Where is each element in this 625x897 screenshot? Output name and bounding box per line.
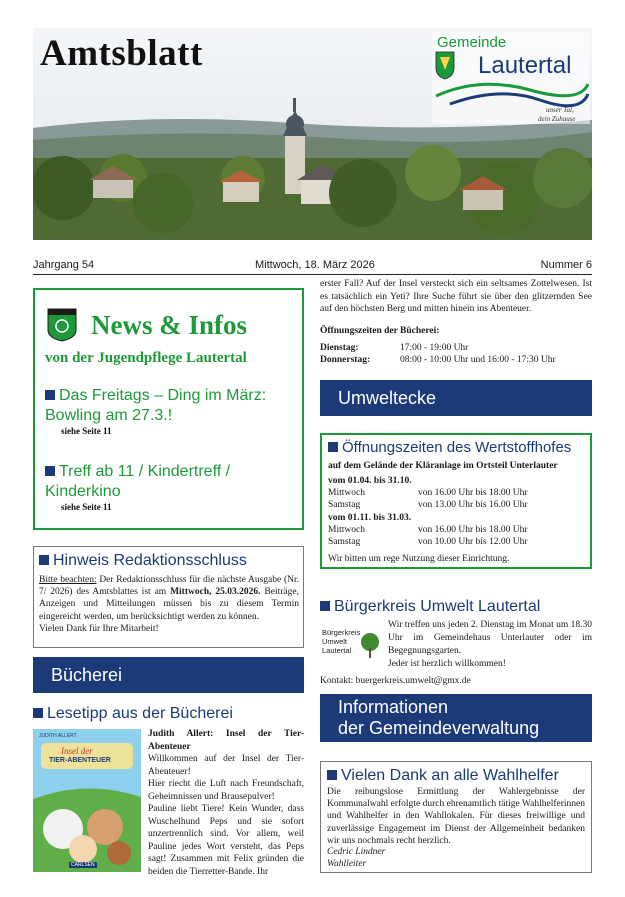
waste-time: von 16.00 Uhr bis 18.00 Uhr [418,488,528,499]
library-hours-row [320,342,592,354]
thanks-heading: Vielen Dank an alle Wahlhelfer [341,767,559,784]
book-description-continued: erster Fall? Auf der Insel versteckt sich ein seltsames Zottelwesen. Ist es tatsächlich ein Yeti? Ihre Suche führt sie über den glitzernden See auf den höchsten Berg und mitten hinein ins Abenteuer. [320,279,592,315]
waste-hours-box [320,433,592,569]
deadline-heading: Hinweis Redaktionsschluss [53,552,247,569]
issue-date: Mittwoch, 18. März 2026 [255,259,375,271]
news-item-2-line1: Treff ab 11 / Kindertreff / [59,463,231,480]
deadline-body-1: Der Redaktionsschluss für die nächste Ausgabe (Nr. 7/ 2026) des Amtsblattes ist am [39,575,299,598]
library-hours-day: Dienstag: [320,343,359,353]
deadline-thanks: Vielen Dank für Ihre Mitarbeit! [39,623,159,634]
waste-day: Mittwoch [328,524,365,535]
waste-day: Samstag [328,537,361,548]
bullet-square-icon [39,555,49,565]
library-hours-table [320,342,592,366]
waste-day: Mittwoch [328,488,365,499]
news-item-2 [45,462,297,502]
deadline-box [33,546,304,648]
book-cover-image [33,729,141,872]
cover-title-2: TIER-ABENTEUER [49,757,111,764]
waste-time: von 16.00 Uhr bis 18.00 Uhr [418,524,528,535]
news-infos-box [33,288,304,530]
waste-location: auf dem Gelände der Kläranlage im Ortsteil Unterlauter [328,461,558,471]
library-hours-row [320,354,592,366]
signature-name: Cedric Lindner [327,847,386,857]
waste-row [328,524,586,536]
deadline-heading-row [39,551,247,571]
waste-note: Wir bitten um rege Nutzung dieser Einrichtung. [328,554,510,564]
thanks-heading-row [327,766,559,786]
book-author-title: Judith Allert: Insel der Tier-Abenteuer [148,729,304,752]
cover-publisher: CARLSEN [71,862,95,868]
circle-heading-row [320,597,540,617]
circle-contact: Kontakt: buergerkreis.umwelt@gmx.de [320,676,471,686]
cover-title-1: Insel der [61,746,93,756]
waste-row [328,499,586,511]
circle-logo-text [322,628,360,655]
circle-logo [322,628,380,662]
circle-logo-line-1: Bürgerkreis [322,628,361,637]
bullet-square-icon [33,708,43,718]
news-item-1-line1: Das Freitags – Ding im März: [59,387,267,404]
book-paragraph-2: Hier riecht die Luft nach Freundschaft, Geheimnissen und Brausepulver! [148,779,304,802]
bullet-square-icon [320,601,330,611]
logo-name: Lautertal [478,52,572,79]
waste-day: Samstag [328,500,361,511]
thanks-body: Die reibungslose Ermittlung der Wahlergebnisse der Kommunalwahl erfolgte durch ehrenamtlich tätige Wahlhelferinnen und Wahlhelfer in den Wahllokalen. Für dieses freiwillige und zuverlässige Engagement im Dienst der Allgemeinheit bedanken wir uns nochmals recht herzlich. [327,787,585,846]
masthead-title: Amtsblatt [40,33,203,74]
news-item-2-line2: Kinderkino [45,483,121,500]
book-description [148,728,304,878]
administration-band [320,694,592,742]
waste-period-range: vom 01.11. bis 31.03. [328,512,412,523]
environment-band: Umweltecke [320,380,592,416]
logo-slogan-1: unser Tal, [546,106,574,114]
waste-heading-row [328,439,571,456]
news-item-1-ref: siehe Seite 11 [61,426,112,436]
deadline-body [39,574,299,635]
news-heading: News & Infos [91,310,248,340]
circle-body [388,619,592,671]
administration-band-line-1: Informationen [338,697,449,717]
news-item-2-ref: siehe Seite 11 [61,502,112,512]
issue-info-bar [33,257,592,275]
book-paragraph-3: Pauline liebt Tiere! Kein Wunder, dass Wuschelhund Peps und sie sofort unzertrennlich sind. Vor allem, weil Pauline jedes Wort versteht, das Peps sagt! Zusammen mit Felix gründen die beiden die Tierretter-Bande. Ihr [148,804,304,877]
library-band: Bücherei [33,657,304,693]
waste-time: von 10.00 Uhr bis 12.00 Uhr [418,537,528,548]
logo-slogan-2: dein Zuhause [538,115,576,123]
bullet-square-icon [45,466,55,476]
news-item-1 [45,386,297,426]
news-item-1-line2: Bowling am 27.3.! [45,407,173,424]
circle-heading: Bürgerkreis Umwelt Lautertal [334,598,541,615]
youth-emblem [47,308,77,342]
library-hours-day: Donnerstag: [320,355,371,366]
news-subheading: von der Jugendpflege Lautertal [45,350,247,366]
waste-heading: Öffnungszeiten des Wertstoffhofes [342,439,572,456]
issue-volume: Jahrgang 54 [33,259,95,271]
waste-periods [328,475,586,548]
waste-row [328,487,586,499]
library-hours-time: 08:00 - 10:00 Uhr und 16:00 - 17:30 Uhr [400,355,556,366]
circle-logo-line-3: Lautertal [322,646,352,655]
waste-period-range: vom 01.04. bis 31.10. [328,476,412,486]
library-hours-time: 17:00 - 19:00 Uhr [400,343,469,353]
administration-band-line-2: der Gemeindeverwaltung [338,718,540,738]
deadline-intro: Bitte beachten: [39,575,97,585]
bullet-square-icon [328,442,338,452]
waste-row [328,536,586,548]
bullet-square-icon [327,770,337,780]
circle-logo-line-2: Umwelt [322,637,348,646]
circle-body-text: Wir treffen uns jeden 2. Dienstag im Monat um 18.30 Uhr im Gemeindehaus Unterlauter oder im Begegnungsgarten. [388,620,592,656]
deadline-date: Mittwoch, 25.03.2026. [170,587,261,598]
cover-author: JUDITH ALLERT [39,733,77,739]
tip-heading: Lesetipp aus der Bücherei [47,705,233,722]
waste-time: von 13.00 Uhr bis 16.00 Uhr [418,500,528,511]
library-hours-heading: Öffnungszeiten der Bücherei: [320,326,440,336]
deadline-body-2: Beiträge, Anzeigen und Mitteilungen müssen bis zu diesem Termin eingereicht werden, um berücksichtigt werden zu können. [39,587,299,622]
logo-prefix: Gemeinde [437,34,507,51]
circle-welcome: Jeder ist herzlich willkommen! [388,659,506,669]
issue-number: Nummer 6 [540,259,592,271]
poll-workers-thanks-box [320,761,592,873]
signature-role: Wahlleiter [327,859,367,869]
bullet-square-icon [45,390,55,400]
tip-heading-row [33,704,233,724]
book-paragraph-1: Willkommen auf der Insel der Tier-Abenteuer! [148,754,304,777]
